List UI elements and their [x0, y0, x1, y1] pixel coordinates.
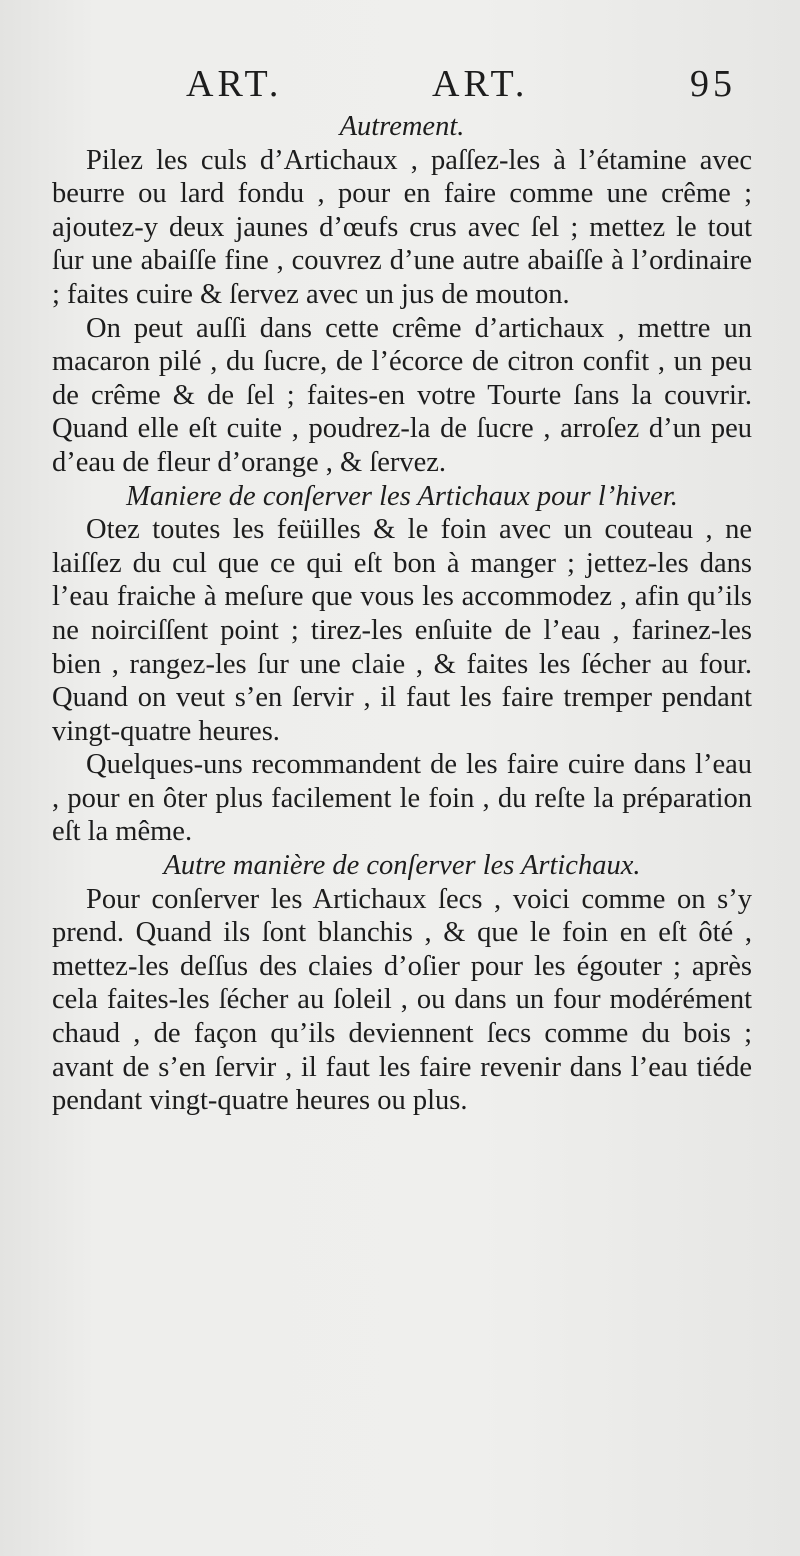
paragraph: Otez toutes les feüilles & le foin avec un couteau , ne laiſſez du cul que ce qui eſt bon à manger ; jettez-les dans l’eau fraiche à meſure que vous les accommodez , afin qu’ils ne noirciſſent point ; tirez-les enſuite de l’eau , farinez-les bien , rangez-les ſur une claie , & faites les ſécher au four. Quand on veut s’en ſervir , il faut les faire tremper pendant vingt-quatre heures.: [52, 514, 752, 747]
running-head-left: ART.: [186, 63, 283, 105]
page-body: [52, 110, 752, 1118]
paragraph: Pilez les culs d’Artichaux , paſſez-les à l’étamine avec beurre ou lard fondu , pour en faire comme une crême ; ajoutez-y deux jaunes d’œufs crus avec ſel ; mettez le tout ſur une abaiſſe fine , couvrez d’une autre abaiſſe à l’ordinaire ; faites cuire & ſervez avec un jus de mouton.: [52, 144, 752, 310]
running-head: [0, 62, 800, 112]
paragraph: On peut auſſi dans cette crême d’artichaux , mettre un macaron pilé , du ſucre, de l’écorce de citron confit , un peu de crême & de ſel ; faites-en votre Tourte ſans la couvrir. Quand elle eſt cuite , poudrez-la de ſucre , arroſez d’un peu d’eau de fleur d’orange , & ſervez.: [52, 312, 752, 478]
page-number: 95: [690, 63, 736, 105]
section-heading: Autrement.: [339, 111, 465, 142]
running-head-center: ART.: [432, 63, 529, 105]
section-heading: Maniere de conſerver les Artichaux pour l’hiver.: [126, 480, 678, 512]
paragraph: Quelques-uns recommandent de les faire cuire dans l’eau , pour en ôter plus facilement le foin , du reſte la préparation eſt la même.: [52, 749, 752, 848]
paragraph: Pour conſerver les Artichaux ſecs , voici comme on s’y prend. Quand ils ſont blanchis , & que le foin en eſt ôté , mettez-les deſſus des claies d’oſier pour les égouter ; après cela faites-les ſécher au ſoleil , ou dans un four modérément chaud , de façon qu’ils deviennent ſecs comme du bois ; avant de s’en ſervir , il faut les faire revenir dans l’eau tiéde pendant vingt-quatre heures ou plus.: [52, 883, 752, 1117]
section-heading: Autre manière de conſerver les Artichaux.: [163, 850, 641, 882]
